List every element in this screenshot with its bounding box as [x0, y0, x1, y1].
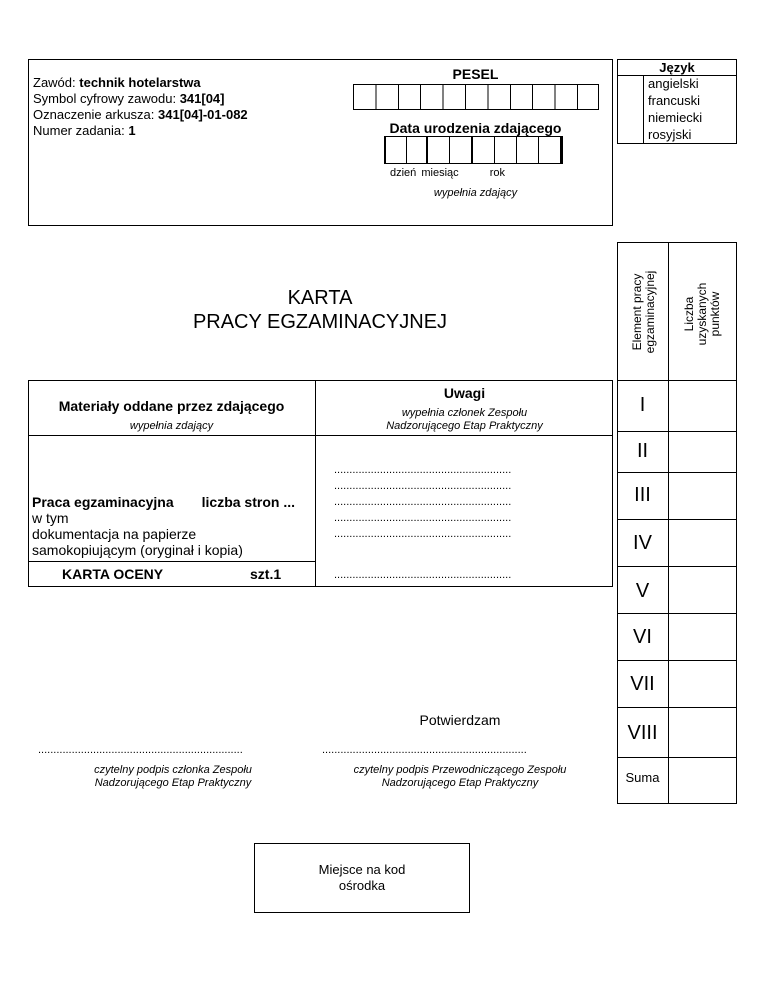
numer-label: Numer zadania:	[33, 123, 125, 138]
birth-year-cells[interactable]	[473, 136, 563, 164]
signature-line-1[interactable]: ...................................................................	[38, 744, 243, 756]
confirm-label: Potwierdzam	[419, 712, 501, 728]
birth-day-label: dzień	[390, 167, 417, 179]
praca-label: Praca egzaminacyjna	[32, 494, 174, 510]
oznaczenie-label: Oznaczenie arkusza:	[33, 107, 155, 122]
uwagi-note-line2: Nadzorującego Etap Praktyczny	[386, 420, 543, 432]
oznaczenie-line	[33, 107, 333, 123]
score-col2-header	[683, 254, 723, 374]
uwagi-line: ..........................................................	[334, 528, 512, 540]
score-col2-line3: punktów	[708, 291, 722, 337]
zawod-line	[33, 75, 333, 91]
score-row-label: VII	[630, 673, 655, 695]
score-col1-line2: egzaminacyjnej	[643, 270, 657, 354]
score-col2-line2: uzyskanych	[695, 282, 709, 346]
center-code-line1: Miejsce na kod	[318, 862, 406, 877]
signature-caption-2	[310, 764, 610, 790]
uwagi-line: ..........................................................	[334, 480, 512, 492]
score-col2-line1: Liczba	[682, 296, 696, 332]
uwagi-line: ..........................................................	[334, 512, 512, 524]
score-row-label: II	[636, 440, 649, 462]
language-checkbox[interactable]	[617, 127, 644, 144]
birth-year-label: rok	[489, 167, 505, 179]
header-fill-note: wypełnia zdający	[433, 187, 518, 199]
card-title-line2: PRACY EGZAMINACYJNEJ	[192, 311, 448, 333]
sig2-line1: czytelny podpis Przewodniczącego Zespołu	[353, 764, 567, 776]
symbol-value: 341[04]	[179, 91, 225, 106]
symbol-label: Symbol cyfrowy zawodu:	[33, 91, 177, 106]
oznaczenie-value: 341[04]-01-082	[158, 107, 248, 122]
center-code-line2: ośrodka	[338, 878, 386, 893]
sig2-line2: Nadzorującego Etap Praktyczny	[381, 777, 539, 789]
score-sum-label: Suma	[625, 770, 660, 785]
birth-parts	[390, 167, 570, 179]
language-option: rosyjski	[648, 127, 692, 142]
birth-month-label: miesiąc	[421, 167, 459, 179]
uwagi-line: ..........................................................	[334, 464, 512, 476]
language-title: Język	[617, 59, 737, 76]
materials-header: Materiały oddane przez zdającego	[58, 398, 285, 414]
score-col1-line1: Element pracy	[630, 273, 644, 351]
zawod-value: technik hotelarstwa	[79, 75, 201, 90]
language-checkbox[interactable]	[617, 93, 644, 110]
karta-oceny: KARTA OCENY	[62, 566, 164, 582]
pesel-grid[interactable]	[353, 84, 599, 110]
sig1-line2: Nadzorującego Etap Praktyczny	[94, 777, 252, 789]
praca-line	[32, 494, 312, 510]
language-checkbox[interactable]	[617, 76, 644, 93]
materials-body	[32, 494, 312, 558]
karta-oceny-count: szt.1	[250, 566, 282, 582]
uwagi-note	[316, 407, 613, 433]
w-tym: w tym	[32, 510, 69, 526]
score-row-label: VI	[633, 626, 652, 648]
signature-line-2[interactable]: ...................................................................	[322, 744, 527, 756]
liczba-stron: liczba stron ...	[201, 494, 295, 510]
dokumentacja-line2: samokopiującym (oryginał i kopia)	[32, 542, 243, 558]
uwagi-line: ..........................................................	[334, 496, 512, 508]
birth-grid[interactable]	[384, 136, 564, 164]
birth-day-cells[interactable]	[384, 136, 428, 164]
uwagi-note-line1: wypełnia członek Zespołu	[401, 407, 528, 419]
numer-value: 1	[128, 123, 136, 138]
materials-header-rule	[28, 435, 613, 436]
numer-line	[33, 123, 333, 139]
card-title-line1: KARTA	[287, 287, 353, 309]
language-row[interactable]	[617, 93, 737, 110]
language-option: angielski	[648, 76, 699, 91]
score-row-label: V	[635, 580, 650, 602]
exam-info	[33, 75, 333, 139]
language-option: niemiecki	[648, 110, 703, 125]
score-row-label: IV	[633, 532, 652, 554]
score-col1-header	[631, 237, 655, 387]
dokumentacja-line1: dokumentacja na papierze	[32, 526, 197, 542]
sig1-line1: czytelny podpis członka Zespołu	[94, 764, 252, 776]
card-title	[140, 286, 500, 334]
language-row[interactable]	[617, 127, 737, 144]
materials-karta-rule	[28, 561, 316, 562]
language-list	[617, 76, 737, 144]
uwagi-lines[interactable]	[334, 462, 594, 542]
language-row[interactable]	[617, 76, 737, 93]
uwagi-line-bottom[interactable]: ..........................................................	[334, 569, 512, 581]
materials-header-note: wypełnia zdający	[129, 420, 214, 432]
signature-caption-1	[28, 764, 318, 790]
birth-label: Data urodzenia zdającego	[389, 120, 562, 136]
birth-month-cells[interactable]	[428, 136, 473, 164]
pesel-label: PESEL	[452, 66, 499, 82]
language-checkbox[interactable]	[617, 110, 644, 127]
uwagi-header: Uwagi	[443, 385, 486, 401]
language-option: francuski	[648, 93, 701, 108]
score-row-label: VIII	[627, 722, 658, 744]
language-row[interactable]	[617, 110, 737, 127]
score-row-label: I	[639, 394, 646, 416]
score-points-column[interactable]	[669, 381, 736, 803]
center-code-label	[254, 862, 470, 894]
score-row-label: III	[634, 484, 651, 506]
symbol-line	[33, 91, 333, 107]
zawod-label: Zawód:	[33, 75, 76, 90]
